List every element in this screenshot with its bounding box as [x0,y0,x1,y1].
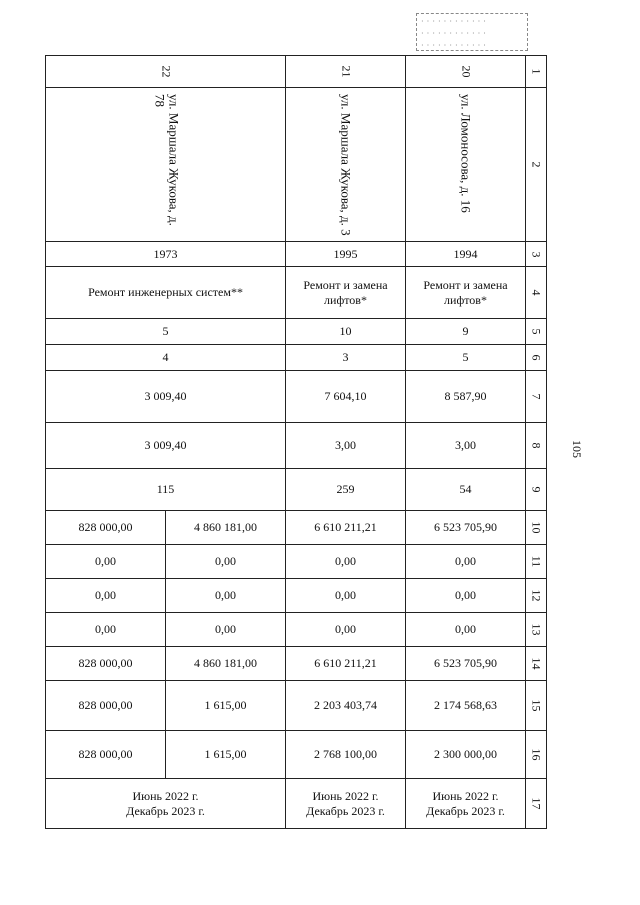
stamp-line: · · · · · · · · · · · · [421,41,487,50]
cell-year: 1995 [286,242,406,267]
cell: 0,00 [406,579,526,613]
table-row [46,319,547,345]
cell: 6 610 211,21 [286,511,406,545]
row-number: 17 [526,779,547,829]
row-number: 2 [526,88,547,242]
table-row [46,613,547,647]
table-row [46,579,547,613]
cell: 0,00 [286,579,406,613]
cell: 5 [406,345,526,371]
cell: 2 174 568,63 [406,681,526,731]
cell: 0,00 [166,545,286,579]
cell-address: ул. Ломоносова, д. 16 [406,88,526,242]
cell: 3 009,40 [46,371,286,423]
cell: 115 [46,469,286,511]
cell: 0,00 [406,613,526,647]
cell: 3 [286,345,406,371]
cell-address: ул. Маршала Жукова, д. 78 [46,88,286,242]
cell: 6 523 705,90 [406,647,526,681]
table-row [46,545,547,579]
cell: 828 000,00 [46,511,166,545]
cell-period: Июнь 2022 г. Декабрь 2023 г. [286,779,406,829]
cell-period: Июнь 2022 г. Декабрь 2023 г. [406,779,526,829]
cell: 3,00 [406,423,526,469]
table-row [46,423,547,469]
cell: 259 [286,469,406,511]
table-row [46,647,547,681]
table-row [46,345,547,371]
table-row [46,511,547,545]
cell-work: Ремонт инженерных систем** [46,267,286,319]
table-row [46,371,547,423]
table-row [46,469,547,511]
row-number: 16 [526,731,547,779]
cell: 2 768 100,00 [286,731,406,779]
row-number: 5 [526,319,547,345]
cell: 6 610 211,21 [286,647,406,681]
cell: 3,00 [286,423,406,469]
cell-address: ул. Маршала Жукова, д. 3 [286,88,406,242]
cell: 6 523 705,90 [406,511,526,545]
row-number: 8 [526,423,547,469]
stamp [416,13,528,51]
cell: 4 860 181,00 [166,647,286,681]
cell: 0,00 [46,613,166,647]
cell-year: 1973 [46,242,286,267]
table-row [46,242,547,267]
cell: 0,00 [406,545,526,579]
stamp-line: · · · · · · · · · · · · [421,17,487,26]
cell: 828 000,00 [46,647,166,681]
row-number: 11 [526,545,547,579]
page-number: 105 [570,440,584,458]
cell: 1 615,00 [166,681,286,731]
cell-no: 21 [286,56,406,88]
cell: 5 [46,319,286,345]
cell-no: 20 [406,56,526,88]
cell: 54 [406,469,526,511]
row-number: 4 [526,267,547,319]
cell: 828 000,00 [46,681,166,731]
row-number: 7 [526,371,547,423]
cell: 8 587,90 [406,371,526,423]
cell-work: Ремонт и замена лифтов* [406,267,526,319]
cell: 0,00 [46,579,166,613]
cell: 1 615,00 [166,731,286,779]
cell: 4 [46,345,286,371]
cell: 0,00 [166,613,286,647]
cell-work: Ремонт и замена лифтов* [286,267,406,319]
table-row [46,267,547,319]
cell: 828 000,00 [46,731,166,779]
row-number: 15 [526,681,547,731]
cell: 0,00 [166,579,286,613]
row-number: 12 [526,579,547,613]
table-row [46,731,547,779]
row-number: 14 [526,647,547,681]
cell: 0,00 [286,613,406,647]
cell: 0,00 [46,545,166,579]
cell: 2 203 403,74 [286,681,406,731]
cell: 3 009,40 [46,423,286,469]
stamp-line: · · · · · · · · · · · · [421,29,487,38]
cell-year: 1994 [406,242,526,267]
row-number: 3 [526,242,547,267]
table-row [46,681,547,731]
cell: 0,00 [286,545,406,579]
row-number: 9 [526,469,547,511]
cell-no: 22 [46,56,286,88]
cell: 10 [286,319,406,345]
cell-period: Июнь 2022 г. Декабрь 2023 г. [46,779,286,829]
row-number: 13 [526,613,547,647]
cell: 2 300 000,00 [406,731,526,779]
repair-table [45,55,547,829]
row-number: 6 [526,345,547,371]
cell: 7 604,10 [286,371,406,423]
row-number: 1 [526,56,547,88]
table-row [46,88,547,242]
row-number: 10 [526,511,547,545]
cell: 4 860 181,00 [166,511,286,545]
table-row [46,779,547,829]
cell: 9 [406,319,526,345]
table-row [46,56,547,88]
